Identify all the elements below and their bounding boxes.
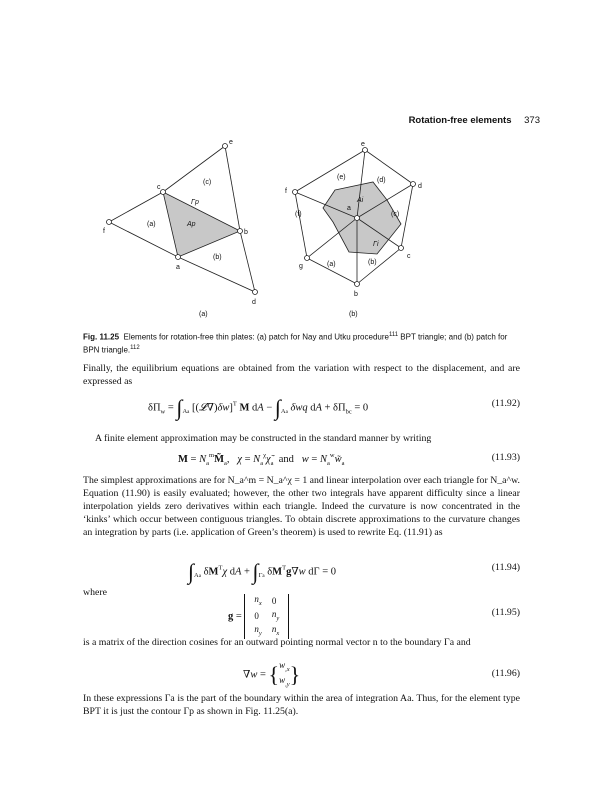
node-label-c: c bbox=[157, 184, 161, 191]
equation-number-11-92: (11.92) bbox=[491, 398, 520, 409]
shaded-triangle-a bbox=[163, 192, 240, 257]
node-label-d: d bbox=[252, 299, 256, 306]
node-label-g-b: g bbox=[299, 263, 303, 270]
page-number: 373 bbox=[524, 115, 540, 126]
equation-11-95-body: g = $n_x$ 0 0 $n_y$ $n_y$ $n_x$ bbox=[228, 594, 289, 639]
equation-number-11-94: (11.94) bbox=[491, 562, 520, 573]
paragraph-6: In these expressions Γa is the part of the boundary within the area of integration Aa. Thus, for the element type BPT it is just the contour Γp as shown in Fig. 11.25(a). bbox=[83, 693, 520, 717]
area-label-a-i: Ai bbox=[357, 197, 364, 204]
node-label-e: e bbox=[229, 139, 233, 146]
paragraph-1: Finally, the equilibrium equations are obtained from the variation with respect to the displacement, and are expressed as bbox=[83, 363, 520, 387]
node-label-f: f bbox=[103, 228, 105, 235]
node-label-b-b: b bbox=[354, 291, 358, 298]
paragraph-3: The simplest approximations are for N_a^m = N_a^χ = 1 and linear interpolation over each triangle for N_a^w. Equation (11.90) is easily evaluated; however, the other two integrals have apparent difficulty since a linear interpolation yields zero derivatives within each triangle. Indeed the curvature is now concentrated in the ‘kinks’ which occur between contiguous triangles. To obtain discrete approximations to the curvature changes an integration by parts (i.e. application of Green’s theorem) is used to rewrite Eq. (11.91) as bbox=[83, 475, 520, 538]
equation-11-93 bbox=[83, 446, 520, 472]
caption-text-2: BPT triangle; and (b) patch for BPN triangle. bbox=[83, 332, 508, 355]
equation-11-96 bbox=[83, 660, 520, 690]
boundary-label-gamma-p: Γp bbox=[191, 199, 199, 206]
equation-11-93-body: $M = N_a^mM̃_a$, $\chi = N_a^\chi\chĩ_a$ and $w = N_a^ww̃_a$ bbox=[178, 452, 345, 467]
paragraph-2: A finite element approximation may be constructed in the standard manner by writing bbox=[95, 433, 432, 444]
equation-11-96-body: $\nabla w = \{w_{,x}$ $w_{,y}$} bbox=[243, 660, 301, 688]
figure-caption bbox=[83, 330, 523, 356]
region-label-b-b: (b) bbox=[368, 259, 377, 266]
node-label-a-b: a bbox=[347, 205, 351, 212]
node-label-f-b: f bbox=[285, 188, 287, 195]
page-header bbox=[60, 115, 540, 126]
section-title: Rotation-free elements bbox=[408, 115, 512, 126]
region-label-c-b: (c) bbox=[391, 211, 400, 218]
equation-number-11-93: (11.93) bbox=[491, 452, 520, 463]
area-label-a-p: Ap bbox=[187, 221, 196, 228]
direction-cosine-matrix: $n_x$ 0 0 $n_y$ $n_y$ $n_x$ bbox=[244, 594, 289, 639]
region-label-b: (b) bbox=[213, 254, 222, 261]
equation-11-94 bbox=[83, 556, 520, 582]
region-label-a: (a) bbox=[147, 221, 156, 228]
panel-label-b: (b) bbox=[349, 311, 358, 318]
equation-11-94-body: $\int_{Aa}$ $\delta M^T\chi$ dA + $\int_{\Gamma a}$ $\delta M^Tg\nabla w$ dΓ = 0 bbox=[188, 559, 337, 584]
node-label-a: a bbox=[176, 264, 180, 271]
caption-ref-2: 112 bbox=[130, 345, 140, 352]
region-label-d-b: (d) bbox=[377, 177, 386, 184]
region-label-a-b: (a) bbox=[327, 261, 336, 268]
shaded-polygon-b bbox=[323, 182, 401, 254]
boundary-label-gamma-i: Γi bbox=[373, 241, 379, 248]
region-label-e-b: (e) bbox=[337, 174, 346, 181]
region-label-f-b: (f) bbox=[295, 211, 302, 218]
equation-11-95 bbox=[83, 594, 520, 637]
caption-label: Fig. 11.25 bbox=[83, 332, 120, 342]
caption-ref-1: 111 bbox=[388, 332, 399, 338]
node-label-b: b bbox=[244, 229, 248, 236]
figure-11-25 bbox=[95, 136, 475, 326]
panel-a bbox=[107, 144, 258, 295]
paragraph-4: where bbox=[83, 587, 107, 598]
equation-number-11-95: (11.95) bbox=[491, 607, 520, 618]
equation-11-92-body: $\delta\Pi_w = \int_{Aa}$ [(𝓛∇)δw]$^T$ M dA − $\int_{Aa}$ δwq dA + $\delta\Pi_{bc} = 0$ bbox=[148, 395, 369, 420]
panel-label-a: (a) bbox=[199, 311, 208, 318]
paragraph-5: is a matrix of the direction cosines for an outward pointing normal vector n to the boundary Γa and bbox=[83, 637, 471, 648]
node-label-e-b: e bbox=[361, 141, 365, 148]
equation-number-11-96: (11.96) bbox=[491, 668, 520, 679]
node-label-c-b: c bbox=[407, 253, 411, 260]
region-label-c: (c) bbox=[203, 179, 212, 186]
caption-text: Elements for rotation-free thin plates: (a) patch for Nay and Utku procedure bbox=[123, 332, 389, 342]
equation-11-92 bbox=[83, 392, 520, 418]
node-label-d-b: d bbox=[418, 183, 422, 190]
